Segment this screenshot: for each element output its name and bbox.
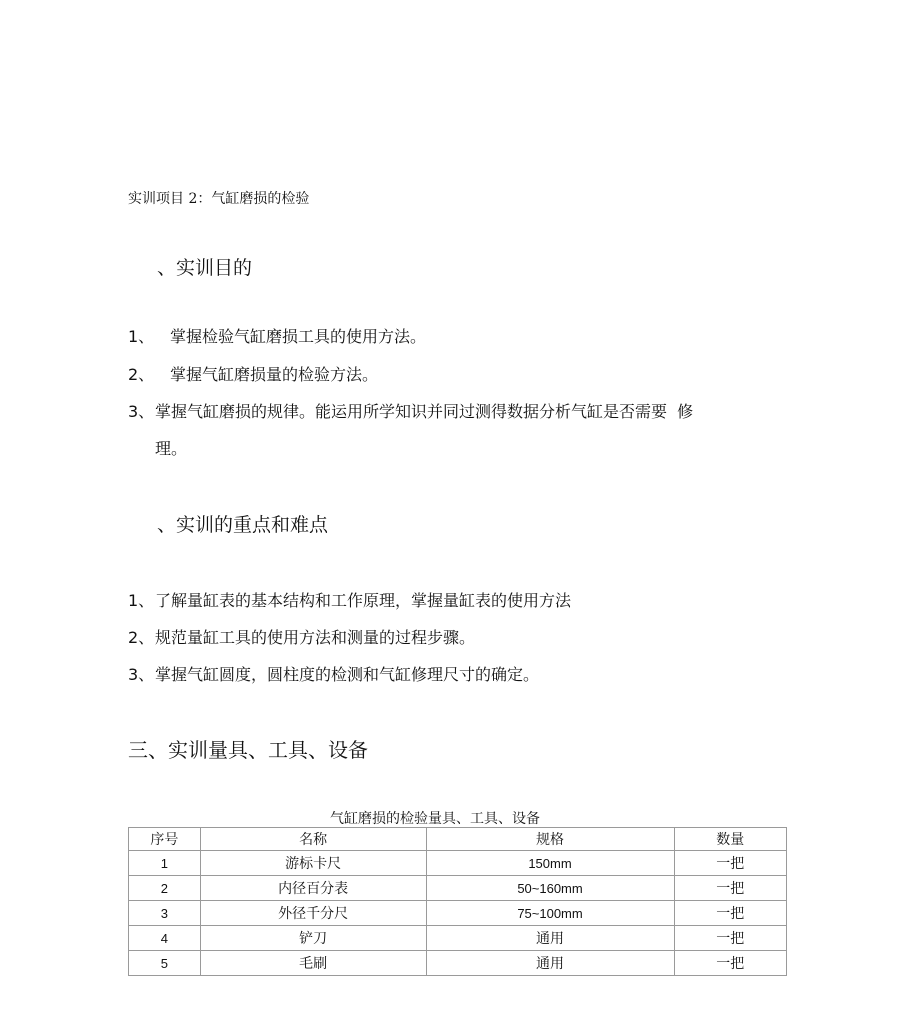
page-bottom-mask [0, 977, 920, 1017]
list-item [128, 662, 539, 685]
section-heading-equipment: 三、实训量具、工具、设备 [128, 738, 368, 762]
section-heading-key-points: 、实训的重点和难点 [157, 514, 329, 536]
col-header-spec: 规格 [426, 828, 674, 851]
cell-index: 2 [129, 876, 201, 901]
table-row [129, 851, 787, 876]
table-header-row [129, 828, 787, 851]
list-item-number: 3、 [128, 665, 155, 684]
table-row [129, 876, 787, 901]
cell-name: 游标卡尺 [200, 851, 426, 876]
list-item-text: 规范量缸工具的使用方法和测量的过程步骤。 [155, 628, 476, 647]
list-item [128, 362, 378, 385]
cell-name: 铲刀 [200, 926, 426, 951]
col-header-index: 序号 [129, 828, 201, 851]
cell-spec: 通用 [426, 926, 674, 951]
col-header-name: 名称 [200, 828, 426, 851]
col-header-quantity: 数量 [674, 828, 786, 851]
cell-name: 毛刷 [200, 951, 426, 976]
list-item [128, 588, 571, 611]
equipment-table [128, 827, 787, 976]
list-item-text: 了解量缸表的基本结构和工作原理，掌握量缸表的使用方法 [155, 591, 572, 610]
cell-spec: 150mm [426, 851, 674, 876]
cell-index: 3 [129, 901, 201, 926]
document-title: 实训项目 2：气缸磨损的检验 [128, 191, 310, 207]
list-item-number: 2、 [128, 365, 155, 384]
list-item-text: 掌握气缸磨损量的检验方法。 [170, 365, 379, 384]
cell-name: 外径千分尺 [200, 901, 426, 926]
cell-quantity: 一把 [674, 876, 786, 901]
cell-quantity: 一把 [674, 926, 786, 951]
list-item-number: 1、 [128, 327, 155, 346]
cell-spec: 75~100mm [426, 901, 674, 926]
list-item-number: 2、 [128, 628, 155, 647]
cell-index: 4 [129, 926, 201, 951]
cell-quantity: 一把 [674, 951, 786, 976]
cell-quantity: 一把 [674, 901, 786, 926]
list-item-text: 掌握气缸磨损的规律。能运用所学知识并同过测得数据分析气缸是否需要 修 [155, 402, 694, 421]
table-row [129, 901, 787, 926]
list-item [128, 324, 426, 347]
cell-name: 内径百分表 [200, 876, 426, 901]
cell-spec: 50~160mm [426, 876, 674, 901]
list-item-number: 1、 [128, 591, 155, 610]
cell-index: 1 [129, 851, 201, 876]
table-row [129, 926, 787, 951]
table-row [129, 951, 787, 976]
cell-index: 5 [129, 951, 201, 976]
list-item-text: 掌握检验气缸磨损工具的使用方法。 [170, 327, 427, 346]
section-heading-objectives: 、实训目的 [157, 257, 253, 279]
list-item-number: 3、 [128, 402, 155, 421]
list-item [128, 399, 693, 422]
list-item [128, 625, 475, 648]
list-item-continuation: 理。 [155, 439, 188, 458]
table-caption: 气缸磨损的检验量具、工具、设备 [330, 811, 540, 827]
cell-quantity: 一把 [674, 851, 786, 876]
cell-spec: 通用 [426, 951, 674, 976]
list-item-text: 掌握气缸圆度，圆柱度的检测和气缸修理尺寸的确定。 [155, 665, 540, 684]
